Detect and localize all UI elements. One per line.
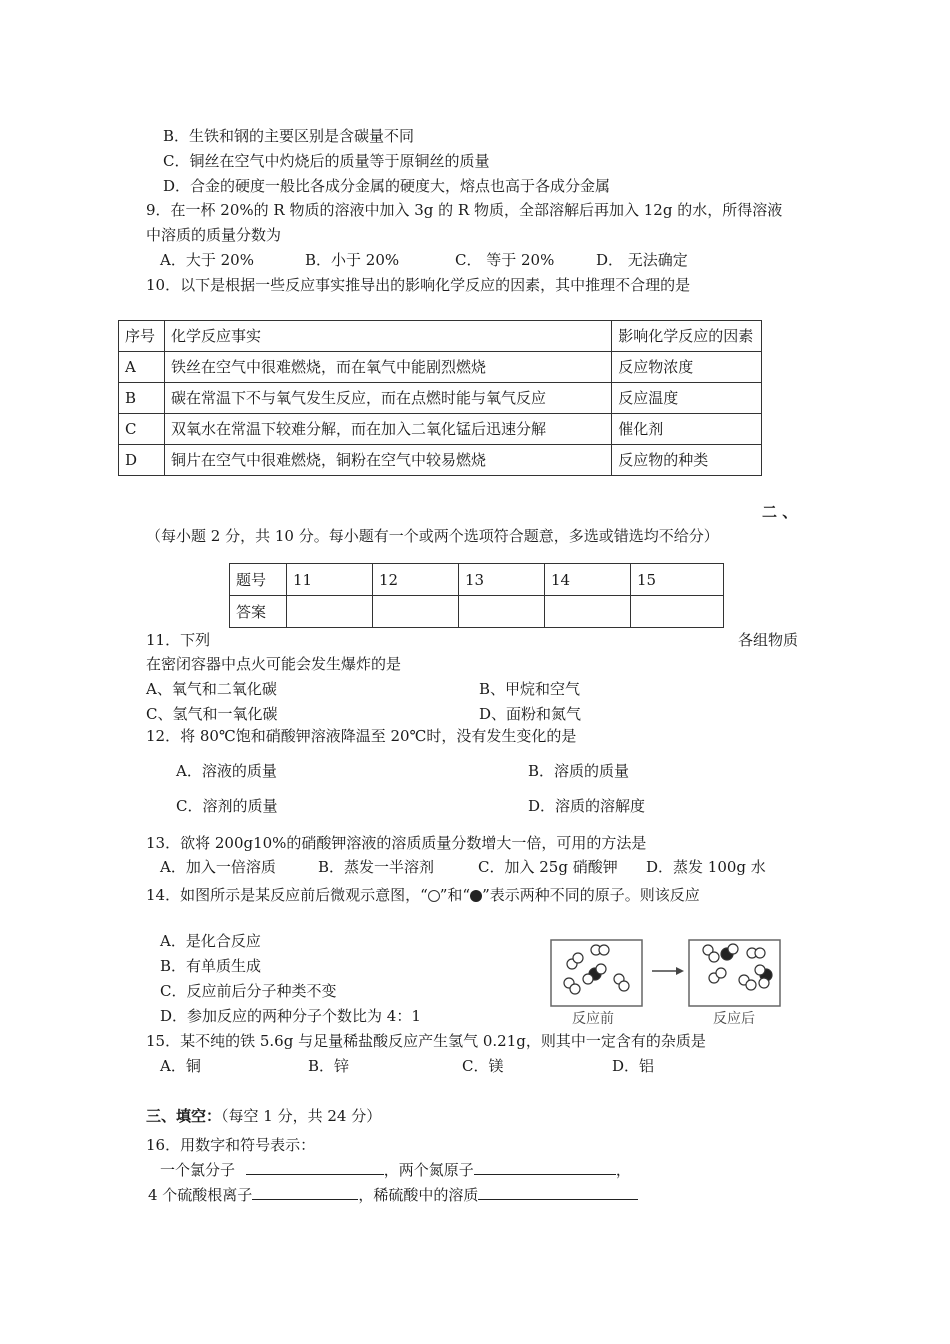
q9-stem-line1: 9．在一杯 20%的 R 物质的溶液中加入 3g 的 R 物质，全部溶解后再加入 12g 的水，所得溶液 bbox=[146, 201, 783, 219]
q14-stem-c: ”表示两种不同的原子。则该反应 bbox=[482, 886, 700, 904]
q16-label-d: 4 个硫酸根离子 bbox=[148, 1186, 253, 1204]
q11-option-a: A、氧气和二氧化碳 bbox=[146, 680, 277, 698]
answer-number: 14 bbox=[545, 564, 631, 596]
q16-label-a: 一个氯分子 bbox=[160, 1161, 236, 1179]
q12-stem: 12．将 80℃饱和硝酸钾溶液降温至 20℃时，没有发生变化的是 bbox=[146, 727, 577, 745]
q14-option-a: A．是化合反应 bbox=[160, 932, 261, 950]
answer-cell[interactable] bbox=[287, 596, 373, 628]
table-header-row bbox=[119, 321, 762, 352]
row-fact: 双氧水在常温下较难分解，而在加入二氧化锰后迅速分解 bbox=[164, 414, 611, 445]
q14-option-c: C．反应前后分子种类不变 bbox=[160, 982, 337, 1000]
table-row bbox=[119, 414, 762, 445]
fill-blank[interactable] bbox=[474, 1160, 616, 1175]
q11-option-c: C、氢气和一氧化碳 bbox=[146, 705, 278, 723]
q15-option-c: C．镁 bbox=[462, 1057, 504, 1075]
q9-option-c: C． 等于 20% bbox=[455, 251, 555, 269]
q8-option-c: C．铜丝在空气中灼烧后的质量等于原铜丝的质量 bbox=[163, 152, 490, 170]
section2-instruction: （每小题 2 分，共 10 分。每小题有一个或两个选项符合题意，多选或错选均不给分） bbox=[146, 527, 719, 545]
q13-option-c: C．加入 25g 硝酸钾 bbox=[478, 858, 618, 876]
section3-heading bbox=[146, 1106, 381, 1126]
q11-stem-a: 11．下列 bbox=[146, 631, 211, 649]
q12-option-b: B．溶质的质量 bbox=[528, 762, 630, 780]
answer-fill-row bbox=[230, 596, 724, 628]
reaction-micro-diagram bbox=[548, 937, 784, 1029]
before-molecules bbox=[564, 945, 629, 994]
header-factor: 影响化学反应的因素 bbox=[612, 321, 762, 352]
q15-stem: 15．某不纯的铁 5.6g 与足量稀盐酸反应产生氢气 0.21g，则其中一定含有的杂质是 bbox=[146, 1032, 706, 1050]
arrow-head-icon bbox=[676, 967, 684, 975]
table-row bbox=[119, 445, 762, 476]
q13-option-a: A．加入一倍溶质 bbox=[160, 858, 276, 876]
row-index: A bbox=[119, 352, 165, 383]
fill-blank[interactable] bbox=[252, 1185, 358, 1200]
header-fact: 化学反应事实 bbox=[164, 321, 611, 352]
q8-option-d: D．合金的硬度一般比各成分金属的硬度大，熔点也高于各成分金属 bbox=[163, 177, 611, 195]
header-index: 序号 bbox=[119, 321, 165, 352]
answer-number-row bbox=[230, 564, 724, 596]
table-row bbox=[119, 383, 762, 414]
answer-number: 15 bbox=[631, 564, 724, 596]
q15-option-a: A．铜 bbox=[160, 1057, 201, 1075]
q14-stem-b: ”和“ bbox=[439, 886, 471, 904]
q11-option-d: D、面粉和氮气 bbox=[479, 705, 582, 723]
black-atom-icon bbox=[470, 890, 482, 902]
q13-option-b: B．蒸发一半溶剂 bbox=[318, 858, 435, 876]
section3-note: （每空 1 分，共 24 分） bbox=[221, 1107, 382, 1125]
row-factor: 反应物浓度 bbox=[612, 352, 762, 383]
q16-stem: 16．用数字和符号表示： bbox=[146, 1136, 316, 1154]
q12-option-a: A．溶液的质量 bbox=[176, 762, 277, 780]
row-factor: 反应温度 bbox=[612, 383, 762, 414]
q8-option-b: B．生铁和钢的主要区别是含碳量不同 bbox=[163, 127, 415, 145]
answer-cell[interactable] bbox=[631, 596, 724, 628]
q15-option-d: D．铝 bbox=[612, 1057, 655, 1075]
q10-facts-table bbox=[118, 320, 762, 476]
row-index: C bbox=[119, 414, 165, 445]
table-row bbox=[119, 352, 762, 383]
answer-number: 13 bbox=[459, 564, 545, 596]
answer-row-label: 答案 bbox=[230, 596, 287, 628]
q14-stem-a: 14．如图所示是某反应前后微观示意图，“ bbox=[146, 886, 428, 904]
q13-stem: 13．欲将 200g10%的硝酸钾溶液的溶质质量分数增大一倍，可用的方法是 bbox=[146, 834, 647, 852]
row-factor: 反应物的种类 bbox=[612, 445, 762, 476]
q16-label-b: ，两个氮原子 bbox=[383, 1161, 474, 1179]
q11-stem-c: 在密闭容器中点火可能会发生爆炸的是 bbox=[146, 655, 402, 673]
q16-line1 bbox=[160, 1160, 631, 1180]
q9-stem-line2: 中溶质的质量分数为 bbox=[146, 226, 282, 244]
q9-option-d: D． 无法确定 bbox=[596, 251, 688, 269]
answer-number: 12 bbox=[373, 564, 459, 596]
q9-option-a: A．大于 20% bbox=[160, 251, 254, 269]
answer-cell[interactable] bbox=[459, 596, 545, 628]
row-fact: 铁丝在空气中很难燃烧，而在氧气中能剧烈燃烧 bbox=[164, 352, 611, 383]
q12-option-c: C．溶剂的质量 bbox=[176, 797, 278, 815]
row-factor: 催化剂 bbox=[612, 414, 762, 445]
white-atom-icon bbox=[428, 890, 440, 902]
q9-option-b: B．小于 20% bbox=[305, 251, 400, 269]
row-fact: 铜片在空气中很难燃烧，铜粉在空气中较易燃烧 bbox=[164, 445, 611, 476]
q16-label-c: ， bbox=[615, 1161, 631, 1179]
q15-option-b: B．锌 bbox=[308, 1057, 350, 1075]
before-label: 反应前 bbox=[572, 1010, 614, 1026]
row-fact: 碳在常温下不与氧气发生反应，而在点燃时能与氧气反应 bbox=[164, 383, 611, 414]
q16-label-e: ，稀硫酸中的溶质 bbox=[358, 1186, 479, 1204]
answer-row-label: 题号 bbox=[230, 564, 287, 596]
q13-option-d: D．蒸发 100g 水 bbox=[646, 858, 766, 876]
q14-option-d: D．参加反应的两种分子个数比为 4：1 bbox=[160, 1007, 421, 1025]
after-label: 反应后 bbox=[713, 1010, 755, 1026]
q11-option-b: B、甲烷和空气 bbox=[479, 680, 581, 698]
q10-stem: 10．以下是根据一些反应事实推导出的影响化学反应的因素，其中推理不合理的是 bbox=[146, 276, 691, 294]
fill-blank[interactable] bbox=[478, 1185, 638, 1200]
answer-table bbox=[229, 563, 724, 628]
q14-option-b: B．有单质生成 bbox=[160, 957, 262, 975]
q14-stem bbox=[146, 885, 700, 905]
q12-option-d: D．溶质的溶解度 bbox=[528, 797, 646, 815]
answer-cell[interactable] bbox=[545, 596, 631, 628]
q11-stem-b: 各组物质 bbox=[738, 631, 799, 649]
q16-line2 bbox=[148, 1185, 638, 1205]
fill-blank[interactable] bbox=[246, 1160, 384, 1175]
answer-number: 11 bbox=[287, 564, 373, 596]
section3-title: 三、填空： bbox=[146, 1107, 222, 1125]
row-index: B bbox=[119, 383, 165, 414]
answer-cell[interactable] bbox=[373, 596, 459, 628]
row-index: D bbox=[119, 445, 165, 476]
after-molecules bbox=[703, 944, 772, 990]
section2-marker: 二 、 bbox=[762, 503, 798, 521]
